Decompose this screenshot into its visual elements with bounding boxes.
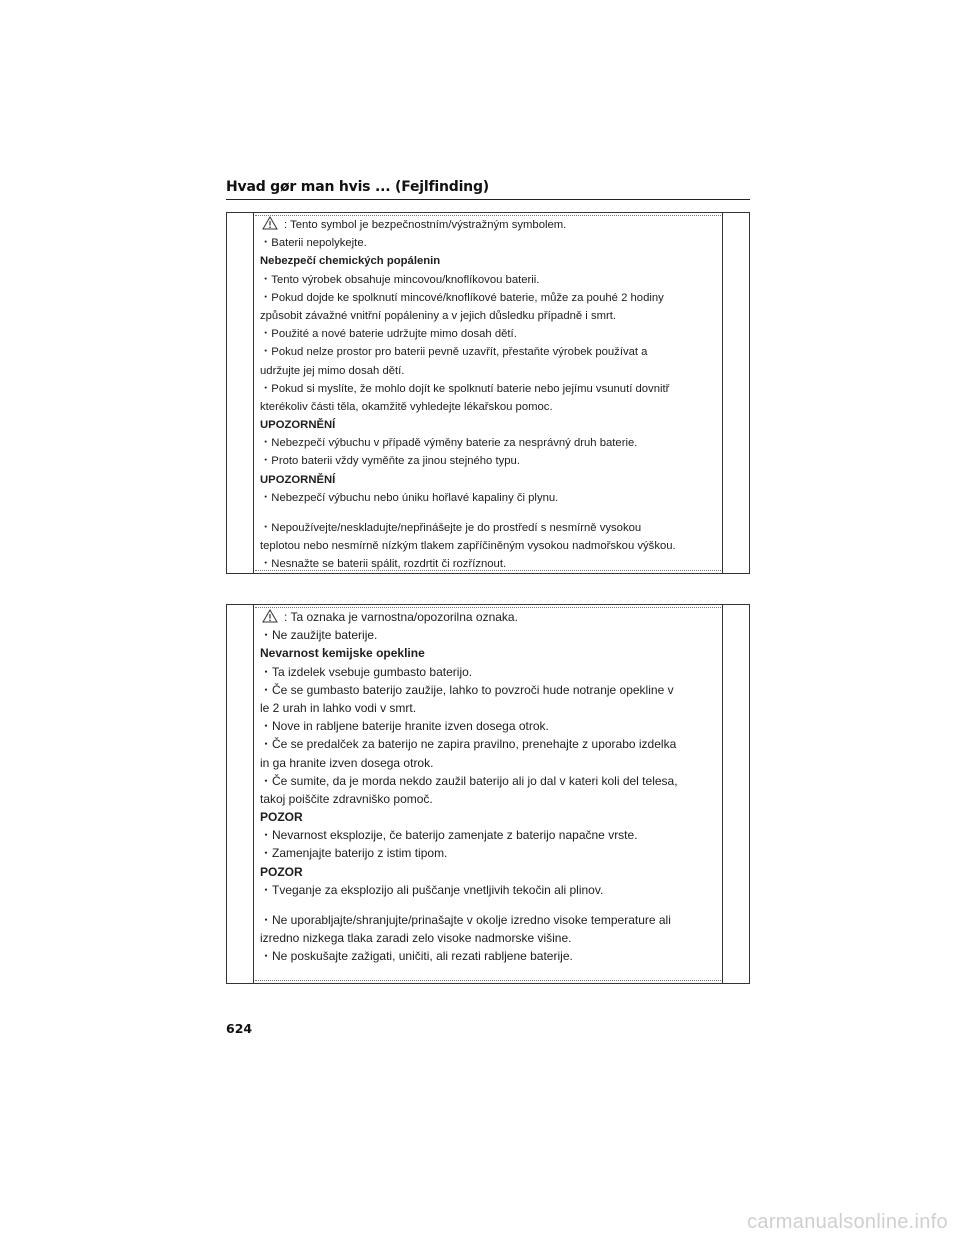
box-right-column-rule xyxy=(722,605,723,983)
text-line: le 2 urah in lahko vodi v smrt. xyxy=(260,700,417,715)
line-spacer xyxy=(260,507,720,519)
text-line: ・Ne uporabljajte/shranjujte/prinašajte v okolje izredno visoke temperature ali xyxy=(260,913,671,927)
warning-symbol-text: : Ta oznaka je varnostna/opozorilna oznaka. xyxy=(284,610,518,624)
section-heading: UPOZORNĚNÍ xyxy=(260,473,336,486)
text-line: ・Če se predalček za baterijo ne zapira pravilno, prenehajte z uporabo izdelka xyxy=(260,737,677,752)
text-line: ・Baterii nepolykejte. xyxy=(260,237,367,250)
warning-text-czech xyxy=(260,216,720,574)
text-line: teplotou nebo nesmírně nízkým tlakem zapříčiněným vysokou nadmořskou výškou. xyxy=(260,540,676,553)
warning-box-slovene xyxy=(226,604,750,984)
warning-symbol-text: : Tento symbol je bezpečnostním/výstražným symbolem. xyxy=(284,219,567,231)
page-title: Hvad gør man hvis ... (Fejlfinding) xyxy=(226,179,489,195)
box-left-column-rule xyxy=(253,213,254,573)
text-line: udržujte jej mimo dosah dětí. xyxy=(260,364,405,377)
box-bottom-dotted-rule xyxy=(255,980,721,981)
text-line: ・Nesnažte se baterii spálit, rozdrtit či rozříznout. xyxy=(260,558,507,571)
text-line: ・Ne poskušajte zažigati, uničiti, ali rezati rabljene baterije. xyxy=(260,949,573,964)
text-line: ・Použité a nové baterie udržujte mimo dosah dětí. xyxy=(260,328,517,341)
text-line: in ga hranite izven dosega otrok. xyxy=(260,755,434,770)
text-line: ・Pokud dojde ke spolknutí mincové/knoflíkové baterie, může za pouhé 2 hodiny xyxy=(260,291,664,304)
box-left-column-rule xyxy=(253,605,254,983)
watermark: carmanualsonline.info xyxy=(747,1211,948,1233)
section-heading: UPOZORNĚNÍ xyxy=(260,419,336,432)
text-line: ・Nebezpečí výbuchu v případě výměny baterie za nesprávný druh baterie. xyxy=(260,437,638,450)
text-line: ・Če se gumbasto baterijo zaužije, lahko to povzroči hude notranje opekline v xyxy=(260,682,674,697)
text-line: ・Tveganje za eksplozijo ali puščanje vnetljivih tekočin ali plinov. xyxy=(260,882,604,897)
text-line: ・Tento výrobek obsahuje mincovou/knoflíkovou baterii. xyxy=(260,273,540,286)
text-line: ・Zamenjajte baterijo z istim tipom. xyxy=(260,846,448,861)
text-line: ・Če sumite, da je morda nekdo zaužil baterijo ali jo dal v kateri koli del telesa, xyxy=(260,773,678,788)
warning-lines xyxy=(260,626,720,965)
section-heading: POZOR xyxy=(260,810,303,825)
text-line: způsobit závažné vnitřní popáleniny a v jejich důsledku případně i smrt. xyxy=(260,309,617,322)
line-spacer xyxy=(260,899,720,911)
section-heading: Nevarnost kemijske opekline xyxy=(260,646,425,661)
text-line: ・Nevarnost eksplozije, če baterijo zamenjate z baterijo napačne vrste. xyxy=(260,828,638,843)
text-line: ・Nebezpečí výbuchu nebo úniku hořlavé kapaliny či plynu. xyxy=(260,491,559,504)
text-line: ・Ta izdelek vsebuje gumbasto baterijo. xyxy=(260,664,473,679)
header-divider xyxy=(226,199,750,200)
warning-box-czech xyxy=(226,212,750,574)
section-heading: POZOR xyxy=(260,864,303,879)
box-right-column-rule xyxy=(722,213,723,573)
text-line: ・Ne zaužijte baterije. xyxy=(260,628,378,643)
text-line: ・Pokud nelze prostor pro baterii pevně uzavřít, přestaňte výrobek používat a xyxy=(260,346,648,359)
text-line: ・Proto baterii vždy vyměňte za jinou stejného typu. xyxy=(260,455,520,468)
warning-triangle-icon xyxy=(262,216,278,236)
page-number: 624 xyxy=(226,1021,253,1036)
text-line: ・Pokud si myslíte, že mohlo dojít ke spolknutí baterie nebo jejímu vsunutí dovnitř xyxy=(260,382,670,395)
warning-text-slovene xyxy=(260,608,720,966)
warning-symbol-line xyxy=(260,608,720,626)
text-line: izredno nizkega tlaka zaradi zelo visoke nadmorske višine. xyxy=(260,931,572,946)
text-line: takoj poiščite zdravniško pomoč. xyxy=(260,791,433,806)
warning-symbol-line xyxy=(260,216,720,234)
text-line: kterékoliv části těla, okamžitě vyhledejte lékařskou pomoc. xyxy=(260,400,553,413)
text-line: ・Nove in rabljene baterije hranite izven dosega otrok. xyxy=(260,719,549,734)
section-heading: Nebezpečí chemických popálenin xyxy=(260,255,441,268)
text-line: ・Nepoužívejte/neskladujte/nepřinášejte je do prostředí s nesmírně vysokou xyxy=(260,522,642,534)
warning-lines xyxy=(260,234,720,573)
